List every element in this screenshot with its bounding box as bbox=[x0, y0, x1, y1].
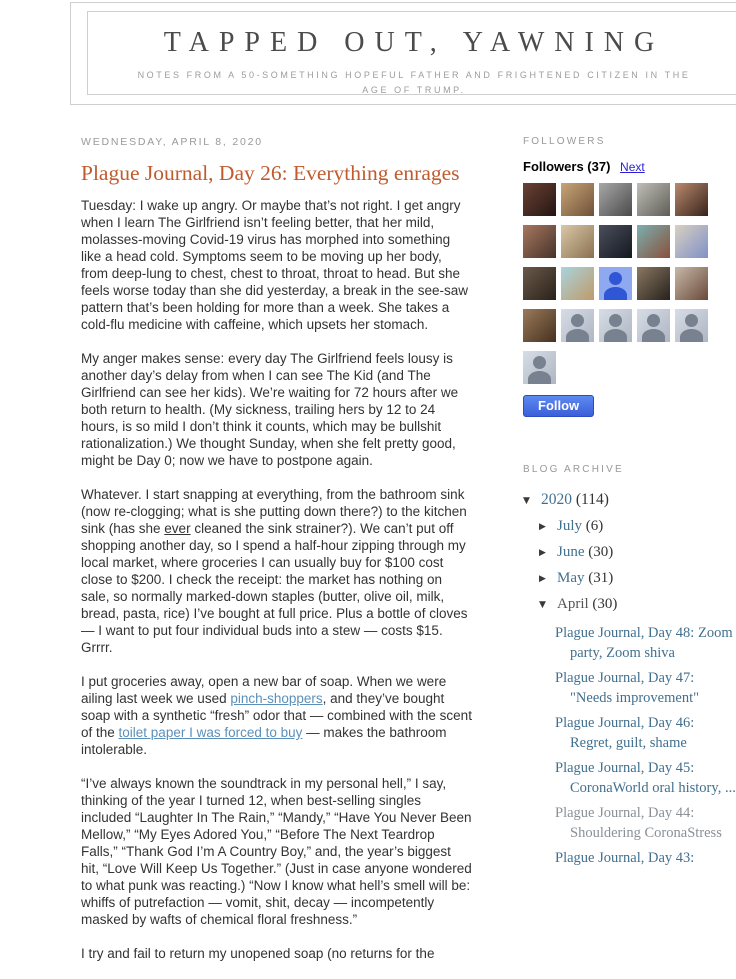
inline-link[interactable]: pinch-shoppers bbox=[230, 691, 323, 706]
blog-archive-heading: BLOG ARCHIVE bbox=[523, 464, 624, 475]
post-paragraph bbox=[81, 486, 472, 656]
man-with-guitar-avatar[interactable] bbox=[523, 183, 556, 216]
default-avatar-avatar[interactable] bbox=[599, 309, 632, 342]
archive-posts bbox=[555, 623, 736, 868]
text-run: “I’ve always known the soundtrack in my personal hell,” I say, thinking of the year I turned 12, when best-selling singles included “Laughter In The Rain,” “Mandy,” “Have You Never Been Mellow,” “My Eyes Adored You,” “Before The Next Teardrop Falls,” “Thank God I’m A Country Boy,” and, the year’s biggest hit, “Love Will Keep Us Together.” (Just in case anyone wondered to what punk was reacting.) “Now I know what hell’s smell will be: whiffs of putrefaction — vomit, shit, decay — incompetently masked by wafts of chemical floral freshness.” bbox=[81, 776, 472, 927]
follow-button[interactable]: Follow bbox=[523, 395, 594, 417]
archive-month-may-count: (31) bbox=[584, 570, 614, 586]
man-with-glasses-beard-avatar[interactable] bbox=[523, 225, 556, 258]
blonde-smiling-woman-avatar[interactable] bbox=[561, 225, 594, 258]
archive-month-april-link: April bbox=[557, 596, 589, 612]
man-in-dark-suit-avatar[interactable] bbox=[599, 225, 632, 258]
post-paragraph bbox=[81, 945, 472, 962]
default-avatar-avatar[interactable] bbox=[637, 309, 670, 342]
post-paragraph bbox=[81, 197, 472, 333]
archive-month-june-count: (30) bbox=[584, 544, 614, 560]
archive-post-link[interactable]: Plague Journal, Day 47: "Needs improvement" bbox=[555, 670, 700, 706]
default-avatar-avatar[interactable] bbox=[675, 309, 708, 342]
expand-arrow-icon[interactable]: ▶ bbox=[539, 574, 546, 584]
blog-subtitle: NOTES FROM A 50-SOMETHING HOPEFUL FATHER AND FRIGHTENED CITIZEN IN THE AGE OF TRUMP. bbox=[137, 70, 691, 95]
post-title[interactable]: Plague Journal, Day 26: Everything enrages bbox=[81, 161, 460, 185]
archive-years bbox=[523, 490, 736, 511]
archive-year-2020-link[interactable]: 2020 bbox=[541, 491, 572, 508]
header-box bbox=[70, 2, 736, 105]
archive-month-july-row bbox=[539, 516, 736, 537]
older-man-gray-suit-avatar[interactable] bbox=[599, 183, 632, 216]
expand-arrow-icon[interactable]: ▶ bbox=[539, 522, 546, 532]
main-column bbox=[81, 136, 472, 979]
archive-year-2020-row bbox=[523, 490, 736, 511]
default-avatar-blue-avatar[interactable] bbox=[599, 267, 632, 300]
dark-haired-man-avatar[interactable] bbox=[637, 267, 670, 300]
collapse-arrow-icon[interactable]: ▼ bbox=[523, 496, 530, 506]
archive-months bbox=[523, 516, 736, 615]
archive-month-june-row bbox=[539, 542, 736, 563]
sidebar bbox=[523, 136, 736, 873]
cyclist-with-helmet-avatar[interactable] bbox=[637, 183, 670, 216]
archive-month-july-count: (6) bbox=[582, 518, 604, 534]
followers-count: Followers (37) bbox=[523, 159, 611, 174]
archive-post-link[interactable]: Plague Journal, Day 48: Zoom party, Zoom shiva bbox=[555, 625, 733, 661]
archive-month-june-link[interactable]: June bbox=[557, 544, 585, 560]
blog-title[interactable]: TAPPED OUT, YAWNING bbox=[163, 27, 665, 58]
person-holding-blue-sign-avatar[interactable] bbox=[675, 225, 708, 258]
followers-title-row bbox=[523, 159, 736, 174]
text-run: I try and fail to return my unopened soap (no returns for the bbox=[81, 946, 435, 961]
text-run: Tuesday: I wake up angry. Or maybe that’s not right. I get angry when I learn The Girlfriend isn’t feeling better, that her mild, molasses-moving Covid-19 virus has morphed into something like a head cold. Symptoms seem to be moving up her body, from deep-lung to chest, chest to throat, throat to head. But she feels worse today than she did yesterday, a break in the see-saw pattern that’s been holding for more than a week. She takes a cold-flu medicine with caffeine, which upsets her stomach. bbox=[81, 198, 468, 332]
archive-month-april-count: (30) bbox=[588, 596, 618, 612]
archive-month-april-row bbox=[539, 594, 736, 615]
emphasized-text: ever bbox=[164, 521, 191, 536]
archive-post-link[interactable]: Plague Journal, Day 46: Regret, guilt, shame bbox=[555, 715, 695, 751]
archive-month-july-link[interactable]: July bbox=[557, 518, 583, 534]
post-body bbox=[81, 197, 472, 962]
archive-month-may-link[interactable]: May bbox=[557, 570, 585, 586]
blonde-woman-teal-top-avatar[interactable] bbox=[561, 267, 594, 300]
text-run: Whatever. I start snapping at everything, from the bathroom sink (now re-clogging; what is she putting down there?) to the kitchen sink (has she bbox=[81, 487, 467, 536]
archive-post-link[interactable]: Plague Journal, Day 44: Shouldering CoronaStress bbox=[555, 805, 722, 841]
inline-link[interactable]: toilet paper I was forced to buy bbox=[118, 725, 303, 740]
archive-month-may-row bbox=[539, 568, 736, 589]
text-run: — makes the bathroom intolerable. bbox=[81, 725, 447, 757]
archive-year-2020-count: (114) bbox=[572, 491, 609, 508]
blog-archive bbox=[523, 464, 736, 868]
text-run: My anger makes sense: every day The Girlfriend feels lousy is another day’s delay from when I can see The Kid (and The Girlfriend can see her kids). We’re waiting for 72 hours after we both return to health. (My sickness, trailing hers by 12 to 24 hours, is so mild I don’t think it counts, which may be bullshit rationalization.) We thought Sunday, when she felt pretty good, might be Day 0; now we have to postpone again. bbox=[81, 351, 459, 468]
red-haired-woman-glasses-avatar[interactable] bbox=[637, 225, 670, 258]
archive-post-link[interactable]: Plague Journal, Day 45: CoronaWorld oral history, ... bbox=[555, 760, 736, 796]
smiling-dark-haired-woman-avatar[interactable] bbox=[675, 183, 708, 216]
default-avatar-avatar[interactable] bbox=[561, 309, 594, 342]
post-date: WEDNESDAY, APRIL 8, 2020 bbox=[81, 136, 263, 148]
collapse-arrow-icon[interactable]: ▼ bbox=[539, 600, 546, 610]
text-run: I put groceries away, open a new bar of soap. When we were ailing last week we used bbox=[81, 674, 447, 706]
couple-photo-avatar[interactable] bbox=[523, 267, 556, 300]
post-paragraph bbox=[81, 673, 472, 758]
text-run: cleaned the sink strainer?). We can’t put off shopping another day, so I spend a half-hour zipping through my local market, where groceries I can usually buy for $100 cost close to $200. I check the receipt: the market has nothing on sale, so normally marked-down staples (butter, olive oil, milk, bread, pasta, rice) I’ve bought at full price. Plus a bottle of cloves — I want to put four individual buds into a stew — costs $15. Grrrr. bbox=[81, 521, 468, 655]
followers-heading: FOLLOWERS bbox=[523, 136, 606, 147]
header-inner-box bbox=[87, 11, 736, 95]
default-avatar-avatar[interactable] bbox=[523, 351, 556, 384]
archive-tree bbox=[523, 490, 736, 868]
text-run: , and they’ve bought soap with a synthetic “fresh” odor that — combined with the scent of the bbox=[81, 691, 472, 740]
archive-post-link[interactable]: Plague Journal, Day 43: bbox=[555, 850, 695, 866]
man-with-cat-avatar[interactable] bbox=[523, 309, 556, 342]
woman-with-camera-avatar[interactable] bbox=[675, 267, 708, 300]
followers-next-link[interactable]: Next bbox=[620, 160, 645, 174]
post-paragraph bbox=[81, 350, 472, 469]
expand-arrow-icon[interactable]: ▶ bbox=[539, 548, 546, 558]
post-paragraph bbox=[81, 775, 472, 928]
woman-sunglasses-desert-avatar[interactable] bbox=[561, 183, 594, 216]
followers-grid bbox=[523, 183, 708, 384]
